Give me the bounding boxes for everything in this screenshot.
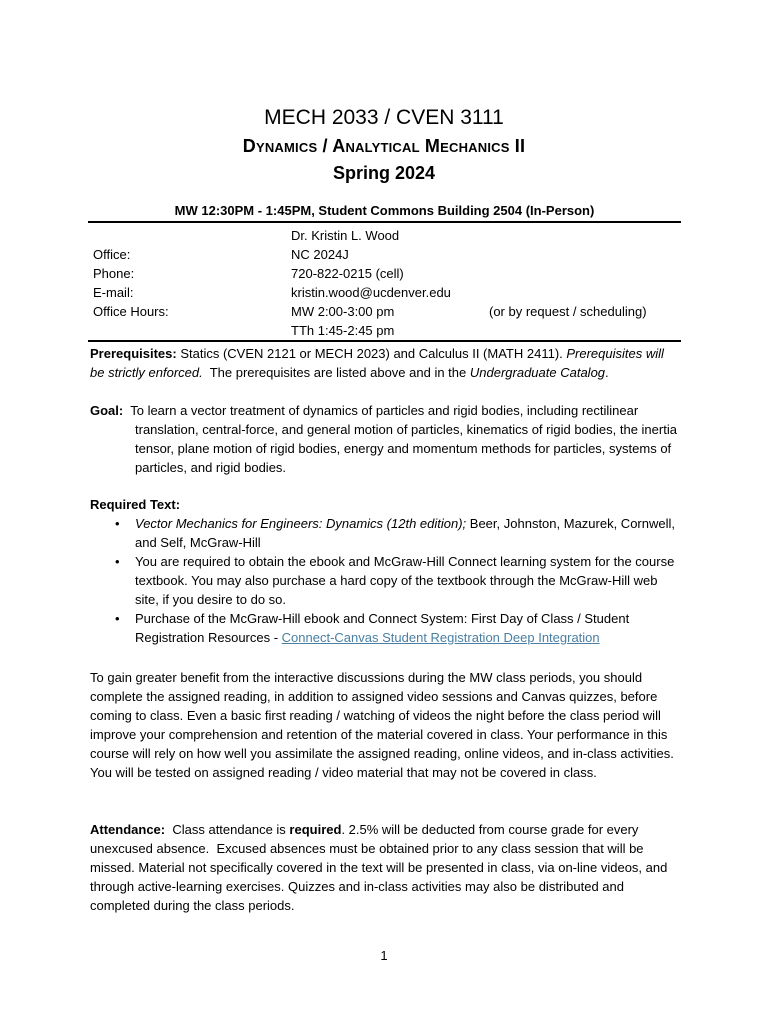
class-schedule: MW 12:30PM - 1:45PM, Student Commons Building 2504 (In-Person)	[174, 203, 595, 218]
prerequisites-text-2: The prerequisites are listed above and in the	[202, 365, 470, 380]
attendance-required: required	[289, 822, 342, 837]
phone-value: 720-822-0215 (cell)	[291, 266, 404, 281]
goal-rest: translation, central-force, and general motion of particles, kinematics of rigid bodies, the inertia tensor, plane motion of rigid bodies, energy and momentum methods for particles, systems of particles, and rigid bodies.	[135, 422, 677, 475]
office-label: Office:	[93, 247, 131, 262]
prerequisites-label: Prerequisites:	[90, 346, 177, 361]
list-item	[90, 552, 680, 609]
required-text-section	[90, 495, 680, 647]
list-item	[90, 514, 680, 552]
instructor-name: Dr. Kristin L. Wood	[291, 228, 400, 243]
hours-value-1: MW 2:00-3:00 pm	[291, 304, 395, 319]
prerequisites-enforced: Prerequisites will be strictly enforced.	[90, 346, 664, 380]
title-block	[0, 104, 768, 186]
phone-label: Phone:	[93, 266, 135, 281]
divider-bottom	[88, 340, 681, 342]
purchase-info: Purchase of the McGraw-Hill ebook and Connect System: First Day of Class / Student Registration Resources -	[135, 611, 630, 645]
reading-paragraph: To gain greater benefit from the interactive discussions during the MW class periods, you should complete the assigned reading, in addition to assigned video sessions and Canvas quizzes, before coming to class. Even a basic first reading / watching of videos the night before the class period will improve your comprehension and retention of the material covered in class. Your performance in this course will rely on how well you assimilate the assigned reading, online videos, and in-class activities. You will be tested on assigned reading / video material that may not be covered in class.	[90, 670, 674, 780]
textbook-title: Vector Mechanics for Engineers: Dynamics (12th edition);	[135, 516, 467, 531]
email-label: E-mail:	[93, 285, 134, 300]
info-row-phone	[0, 264, 768, 283]
attendance-text-1: Class attendance is	[165, 822, 290, 837]
registration-link[interactable]: Connect-Canvas Student Registration Deep Integration	[281, 630, 600, 645]
course-title: Dynamics / Analytical Mechanics II	[242, 136, 526, 156]
hours-label: Office Hours:	[93, 304, 169, 319]
info-row-hours-2	[0, 321, 768, 340]
prerequisites-text: Statics (CVEN 2121 or MECH 2023) and Calculus II (MATH 2411).	[176, 346, 567, 361]
info-row-email	[0, 283, 768, 302]
prerequisites-end: .	[605, 365, 609, 380]
goal-label: Goal:	[90, 403, 124, 418]
list-item	[90, 609, 680, 647]
goal-paragraph	[90, 401, 680, 477]
prerequisites-paragraph	[90, 344, 680, 382]
hours-value-2: TTh 1:45-2:45 pm	[291, 323, 395, 338]
term: Spring 2024	[332, 163, 436, 183]
divider-top	[88, 221, 681, 223]
ebook-requirement: You are required to obtain the ebook and McGraw-Hill Connect learning system for the course textbook. You may also purchase a hard copy of the textbook through the McGraw-Hill web site, if you desire to do so.	[135, 554, 675, 607]
info-row-instructor	[0, 226, 768, 245]
goal-line-1: To learn a vector treatment of dynamics of particles and rigid bodies, including rectilinear	[123, 403, 639, 418]
textbook-authors: Beer, Johnston, Mazurek, Cornwell, and Self, McGraw-Hill	[135, 516, 675, 550]
attendance-text-2: . 2.5% will be deducted from course grade for every unexcused absence. Excused absences must be obtained prior to any class session that will be missed. Material not specifically covered in the text will be presented in class, via on-line videos, and through active-learning exercises. Quizzes and in-class activities may also be distributed and completed during the class periods.	[90, 822, 671, 913]
course-codes: MECH 2033 / CVEN 3111	[264, 106, 504, 129]
attendance-paragraph	[90, 820, 680, 915]
office-value: NC 2024J	[291, 247, 349, 262]
page-number: 1	[380, 948, 388, 963]
catalog-name: Undergraduate Catalog	[469, 365, 606, 380]
info-row-office	[0, 245, 768, 264]
required-text-label: Required Text:	[90, 497, 181, 512]
attendance-label: Attendance:	[90, 822, 166, 837]
info-row-hours	[0, 302, 768, 321]
hours-note: (or by request / scheduling)	[489, 304, 647, 319]
contact-info	[0, 226, 768, 340]
required-text-list	[90, 514, 680, 647]
email-value: kristin.wood@ucdenver.edu	[291, 285, 451, 300]
